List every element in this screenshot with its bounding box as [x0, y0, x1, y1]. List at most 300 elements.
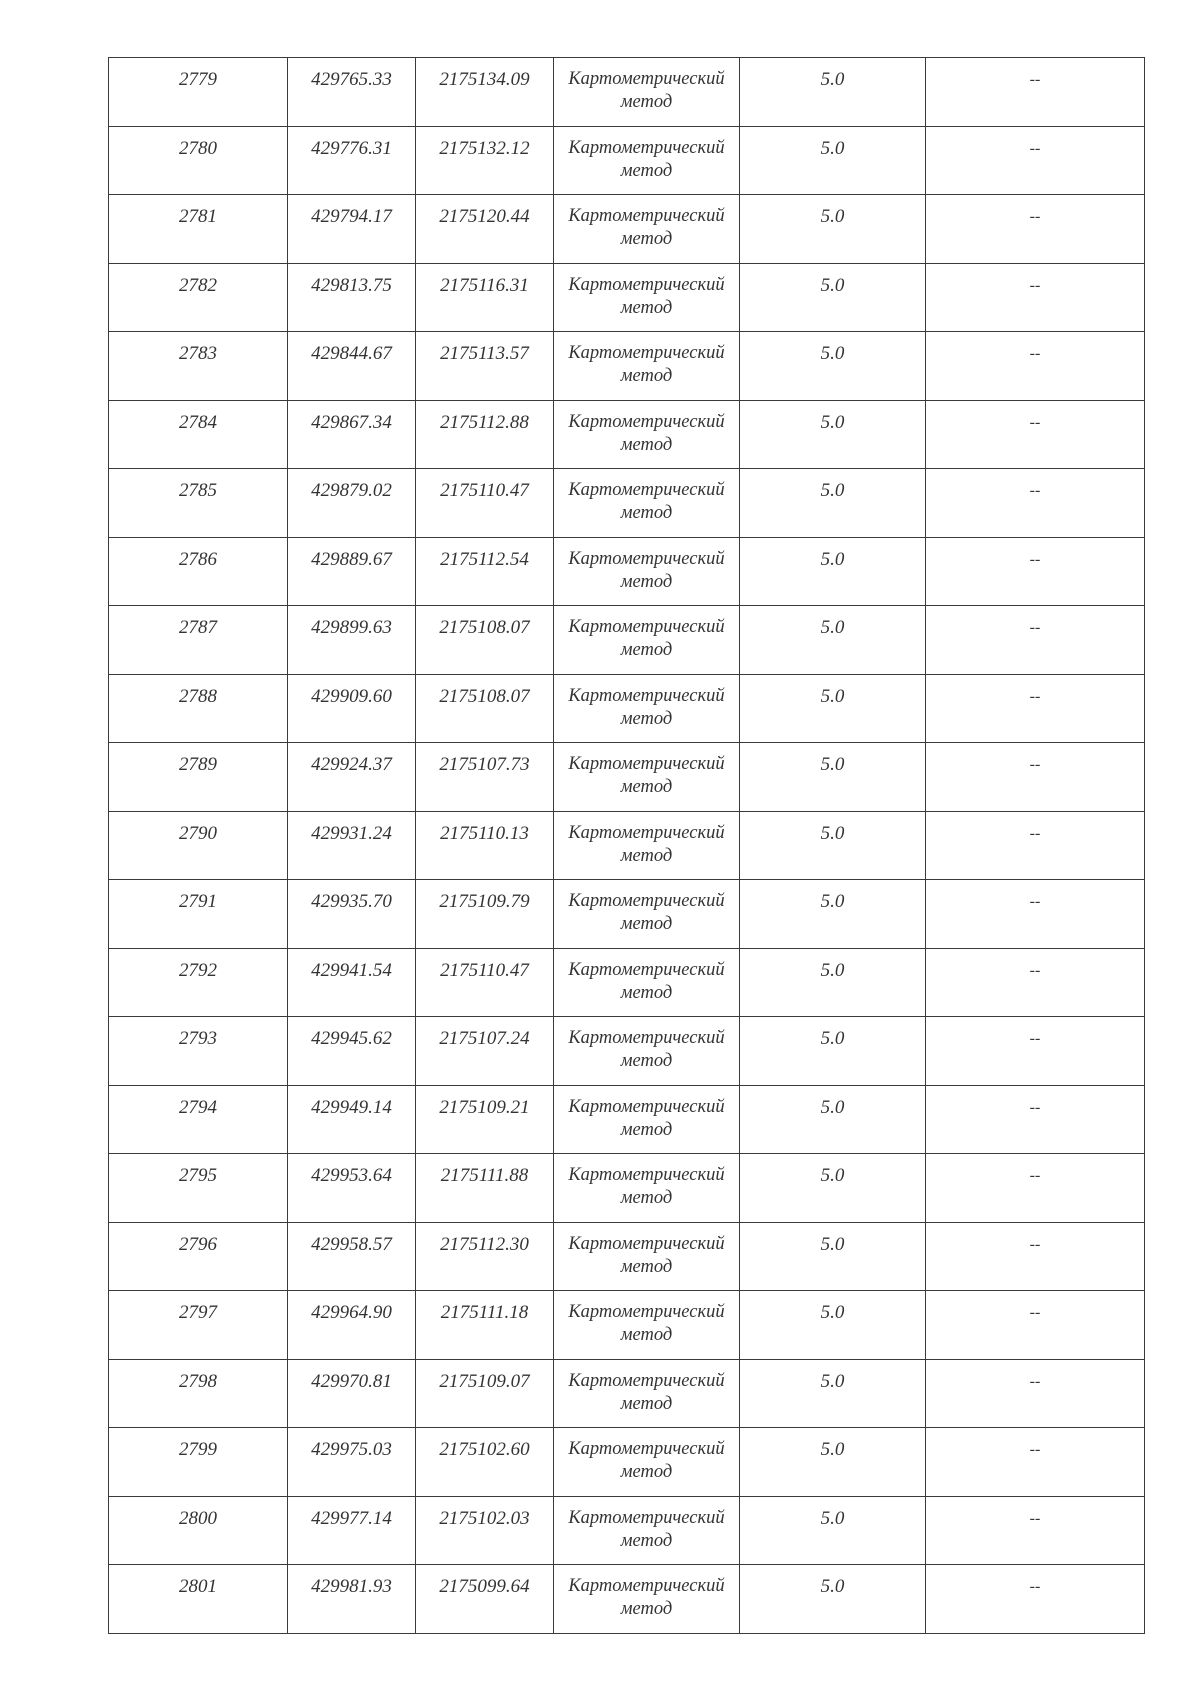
point-number-cell	[109, 195, 288, 264]
table-row	[109, 195, 1145, 264]
x-coordinate: 429776.31	[311, 137, 392, 159]
point-number-cell	[109, 880, 288, 949]
method-text: Картометрический метод	[568, 1028, 725, 1071]
y-coordinate: 2175113.57	[440, 343, 529, 364]
x-coordinate: 429975.03	[311, 1439, 392, 1460]
note-text: --	[1029, 961, 1041, 979]
note-cell	[926, 811, 1145, 880]
note-text: --	[1029, 1304, 1041, 1321]
method-cell	[554, 880, 740, 949]
point-number-cell	[109, 743, 288, 812]
point-number-cell	[109, 1222, 288, 1291]
y-coordinate: 2175134.09	[439, 69, 530, 90]
method-text: Картометрический метод	[568, 1439, 725, 1482]
y-coordinate: 2175112.54	[440, 548, 529, 570]
point-number-cell	[109, 1428, 288, 1497]
note-cell	[926, 126, 1145, 195]
method-cell	[554, 606, 740, 675]
table-row	[109, 948, 1145, 1017]
x-coordinate: 429977.14	[311, 1507, 392, 1529]
table-row	[109, 58, 1145, 127]
accuracy-value: 5.0	[820, 1576, 845, 1597]
x-coordinate-cell	[288, 1428, 416, 1497]
point-number: 2784	[179, 411, 217, 433]
point-number: 2789	[179, 754, 217, 775]
y-coordinate: 2175102.60	[439, 1439, 530, 1460]
y-coordinate-cell	[416, 606, 554, 675]
point-number-cell	[109, 1565, 288, 1634]
note-cell	[926, 880, 1145, 949]
accuracy-cell	[740, 811, 926, 880]
method-cell	[554, 1496, 740, 1565]
method-cell	[554, 743, 740, 812]
accuracy-value: 5.0	[820, 274, 845, 296]
point-number: 2785	[179, 480, 217, 501]
note-cell	[926, 1496, 1145, 1565]
accuracy-cell	[740, 1428, 926, 1497]
method-cell	[554, 1359, 740, 1428]
point-number-cell	[109, 1359, 288, 1428]
note-text: --	[1029, 619, 1041, 636]
method-text: Картометрический метод	[568, 137, 725, 181]
method-text: Картометрический метод	[568, 274, 725, 318]
point-number-cell	[109, 58, 288, 127]
accuracy-cell	[740, 743, 926, 812]
y-coordinate-cell	[416, 1565, 554, 1634]
y-coordinate-cell	[416, 400, 554, 469]
x-coordinate-cell	[288, 1085, 416, 1154]
y-coordinate-cell	[416, 674, 554, 743]
accuracy-cell	[740, 1496, 926, 1565]
method-text: Картометрический метод	[568, 1233, 725, 1277]
accuracy-cell	[740, 195, 926, 264]
accuracy-cell	[740, 674, 926, 743]
method-cell	[554, 195, 740, 264]
point-number: 2792	[179, 959, 217, 981]
x-coordinate-cell	[288, 1359, 416, 1428]
method-text: Картометрический метод	[568, 480, 725, 523]
point-number: 2786	[179, 548, 217, 570]
x-coordinate: 429964.90	[311, 1302, 392, 1323]
table-row	[109, 469, 1145, 538]
point-number-cell	[109, 400, 288, 469]
point-number: 2796	[179, 1233, 217, 1255]
y-coordinate-cell	[416, 1359, 554, 1428]
note-cell	[926, 332, 1145, 401]
note-cell	[926, 469, 1145, 538]
y-coordinate-cell	[416, 126, 554, 195]
point-number: 2795	[179, 1165, 217, 1186]
y-coordinate-cell	[416, 537, 554, 606]
method-text: Картометрический метод	[568, 1302, 725, 1345]
accuracy-value: 5.0	[820, 1233, 845, 1255]
accuracy-cell	[740, 948, 926, 1017]
note-cell	[926, 948, 1145, 1017]
point-number-cell	[109, 1496, 288, 1565]
y-coordinate: 2175108.07	[439, 617, 530, 638]
y-coordinate-cell	[416, 469, 554, 538]
method-cell	[554, 948, 740, 1017]
note-cell	[926, 606, 1145, 675]
x-coordinate-cell	[288, 332, 416, 401]
method-text: Картометрический метод	[568, 1507, 725, 1551]
point-number-cell	[109, 469, 288, 538]
note-text: --	[1029, 482, 1041, 499]
y-coordinate-cell	[416, 1222, 554, 1291]
point-number: 2781	[179, 206, 217, 227]
y-coordinate-cell	[416, 1496, 554, 1565]
accuracy-cell	[740, 332, 926, 401]
table-row	[109, 1222, 1145, 1291]
x-coordinate: 429981.93	[311, 1576, 392, 1597]
method-cell	[554, 811, 740, 880]
x-coordinate: 429909.60	[311, 685, 392, 707]
method-cell	[554, 332, 740, 401]
table-row	[109, 811, 1145, 880]
coordinates-table	[108, 57, 1145, 1634]
method-cell	[554, 674, 740, 743]
point-number-cell	[109, 1085, 288, 1154]
method-text: Картометрический метод	[568, 822, 725, 866]
table-row	[109, 1496, 1145, 1565]
y-coordinate: 2175109.21	[439, 1096, 530, 1118]
point-number: 2782	[179, 274, 217, 296]
accuracy-value: 5.0	[820, 343, 845, 364]
note-cell	[926, 1017, 1145, 1086]
table-row	[109, 1291, 1145, 1360]
note-cell	[926, 743, 1145, 812]
y-coordinate: 2175109.79	[439, 891, 530, 912]
note-text: --	[1029, 1509, 1041, 1527]
accuracy-cell	[740, 126, 926, 195]
table-row	[109, 743, 1145, 812]
method-cell	[554, 1291, 740, 1360]
accuracy-cell	[740, 263, 926, 332]
x-coordinate: 429889.67	[311, 548, 392, 570]
accuracy-cell	[740, 1359, 926, 1428]
accuracy-value: 5.0	[820, 685, 845, 707]
y-coordinate-cell	[416, 58, 554, 127]
point-number-cell	[109, 263, 288, 332]
method-cell	[554, 1565, 740, 1634]
accuracy-cell	[740, 1154, 926, 1223]
y-coordinate: 2175112.30	[440, 1233, 529, 1255]
point-number-cell	[109, 948, 288, 1017]
table-row	[109, 1565, 1145, 1634]
x-coordinate-cell	[288, 126, 416, 195]
table-row	[109, 263, 1145, 332]
y-coordinate: 2175111.18	[440, 1302, 529, 1323]
table-row	[109, 674, 1145, 743]
accuracy-cell	[740, 1565, 926, 1634]
method-cell	[554, 537, 740, 606]
point-number: 2799	[179, 1439, 217, 1460]
point-number: 2783	[179, 343, 217, 364]
point-number-cell	[109, 674, 288, 743]
accuracy-value: 5.0	[820, 617, 845, 638]
y-coordinate: 2175107.73	[439, 754, 530, 775]
x-coordinate-cell	[288, 537, 416, 606]
table-row	[109, 400, 1145, 469]
y-coordinate: 2175108.07	[439, 685, 530, 707]
method-text: Картометрический метод	[568, 1165, 725, 1208]
x-coordinate: 429924.37	[311, 754, 392, 775]
method-cell	[554, 400, 740, 469]
point-number-cell	[109, 606, 288, 675]
method-text: Картометрический метод	[568, 959, 725, 1003]
x-coordinate-cell	[288, 1565, 416, 1634]
accuracy-cell	[740, 537, 926, 606]
accuracy-cell	[740, 1017, 926, 1086]
note-text: --	[1029, 1030, 1041, 1047]
coordinates-table-body	[109, 58, 1145, 1634]
method-cell	[554, 1154, 740, 1223]
table-row	[109, 537, 1145, 606]
accuracy-cell	[740, 606, 926, 675]
note-cell	[926, 263, 1145, 332]
accuracy-value: 5.0	[820, 1165, 845, 1186]
y-coordinate-cell	[416, 1428, 554, 1497]
point-number-cell	[109, 1017, 288, 1086]
point-number: 2779	[179, 69, 217, 90]
point-number-cell	[109, 811, 288, 880]
note-text: --	[1029, 71, 1041, 88]
method-cell	[554, 1085, 740, 1154]
table-row	[109, 1428, 1145, 1497]
point-number: 2790	[179, 822, 217, 844]
accuracy-value: 5.0	[820, 959, 845, 981]
y-coordinate: 2175132.12	[439, 137, 530, 159]
method-cell	[554, 469, 740, 538]
x-coordinate-cell	[288, 1154, 416, 1223]
x-coordinate: 429899.63	[311, 617, 392, 638]
note-text: --	[1029, 1098, 1041, 1116]
method-text: Картометрический метод	[568, 754, 725, 797]
accuracy-cell	[740, 1291, 926, 1360]
accuracy-value: 5.0	[820, 1302, 845, 1323]
y-coordinate-cell	[416, 948, 554, 1017]
note-cell	[926, 1291, 1145, 1360]
x-coordinate: 429867.34	[311, 411, 392, 433]
method-text: Картометрический метод	[568, 343, 725, 386]
note-cell	[926, 1359, 1145, 1428]
note-cell	[926, 537, 1145, 606]
note-cell	[926, 674, 1145, 743]
x-coordinate-cell	[288, 263, 416, 332]
x-coordinate-cell	[288, 469, 416, 538]
note-cell	[926, 1085, 1145, 1154]
method-cell	[554, 58, 740, 127]
table-row	[109, 606, 1145, 675]
x-coordinate-cell	[288, 195, 416, 264]
point-number: 2793	[179, 1028, 217, 1049]
note-text: --	[1029, 208, 1041, 225]
x-coordinate: 429935.70	[311, 891, 392, 912]
x-coordinate: 429958.57	[311, 1233, 392, 1255]
note-text: --	[1029, 1441, 1041, 1458]
y-coordinate: 2175110.47	[440, 480, 529, 501]
note-text: --	[1029, 345, 1041, 362]
point-number: 2788	[179, 685, 217, 707]
x-coordinate-cell	[288, 58, 416, 127]
point-number: 2794	[179, 1096, 217, 1118]
method-cell	[554, 263, 740, 332]
x-coordinate: 429941.54	[311, 959, 392, 981]
note-text: --	[1029, 1578, 1041, 1595]
x-coordinate: 429794.17	[311, 206, 392, 227]
y-coordinate: 2175099.64	[439, 1576, 530, 1597]
point-number: 2797	[179, 1302, 217, 1323]
accuracy-value: 5.0	[820, 822, 845, 844]
x-coordinate: 429844.67	[311, 343, 392, 364]
x-coordinate: 429765.33	[311, 69, 392, 90]
method-cell	[554, 1222, 740, 1291]
accuracy-cell	[740, 469, 926, 538]
note-cell	[926, 1222, 1145, 1291]
method-text: Картометрический метод	[568, 411, 725, 455]
accuracy-value: 5.0	[820, 480, 845, 501]
point-number: 2791	[179, 891, 217, 912]
note-text: --	[1029, 276, 1041, 294]
accuracy-value: 5.0	[820, 411, 845, 433]
y-coordinate-cell	[416, 880, 554, 949]
table-row	[109, 1017, 1145, 1086]
accuracy-cell	[740, 58, 926, 127]
table-row	[109, 1085, 1145, 1154]
point-number-cell	[109, 1154, 288, 1223]
y-coordinate: 2175110.47	[440, 959, 529, 981]
y-coordinate-cell	[416, 332, 554, 401]
x-coordinate-cell	[288, 606, 416, 675]
x-coordinate-cell	[288, 1017, 416, 1086]
accuracy-value: 5.0	[820, 1370, 845, 1392]
accuracy-cell	[740, 880, 926, 949]
x-coordinate-cell	[288, 1291, 416, 1360]
x-coordinate: 429970.81	[311, 1370, 392, 1392]
note-text: --	[1029, 1372, 1041, 1390]
y-coordinate-cell	[416, 811, 554, 880]
table-row	[109, 880, 1145, 949]
note-text: --	[1029, 550, 1041, 568]
note-cell	[926, 58, 1145, 127]
x-coordinate-cell	[288, 948, 416, 1017]
method-cell	[554, 126, 740, 195]
point-number: 2801	[179, 1576, 217, 1597]
method-text: Картометрический метод	[568, 206, 725, 249]
x-coordinate: 429931.24	[311, 822, 392, 844]
y-coordinate: 2175120.44	[439, 206, 530, 227]
y-coordinate-cell	[416, 1017, 554, 1086]
note-text: --	[1029, 413, 1041, 431]
accuracy-value: 5.0	[820, 206, 845, 227]
note-cell	[926, 195, 1145, 264]
method-text: Картометрический метод	[568, 1370, 725, 1414]
method-text: Картометрический метод	[568, 891, 725, 934]
accuracy-cell	[740, 1085, 926, 1154]
y-coordinate: 2175111.88	[440, 1165, 529, 1186]
y-coordinate: 2175109.07	[439, 1370, 530, 1392]
table-row	[109, 126, 1145, 195]
y-coordinate: 2175102.03	[439, 1507, 530, 1529]
x-coordinate-cell	[288, 743, 416, 812]
note-text: --	[1029, 1235, 1041, 1253]
note-text: --	[1029, 824, 1041, 842]
point-number-cell	[109, 1291, 288, 1360]
x-coordinate-cell	[288, 1496, 416, 1565]
x-coordinate: 429949.14	[311, 1096, 392, 1118]
y-coordinate-cell	[416, 1085, 554, 1154]
note-cell	[926, 400, 1145, 469]
accuracy-cell	[740, 1222, 926, 1291]
x-coordinate-cell	[288, 674, 416, 743]
accuracy-value: 5.0	[820, 137, 845, 159]
accuracy-cell	[740, 400, 926, 469]
x-coordinate-cell	[288, 880, 416, 949]
method-cell	[554, 1428, 740, 1497]
x-coordinate-cell	[288, 1222, 416, 1291]
accuracy-value: 5.0	[820, 1439, 845, 1460]
accuracy-value: 5.0	[820, 1028, 845, 1049]
accuracy-value: 5.0	[820, 69, 845, 90]
note-text: --	[1029, 756, 1041, 773]
x-coordinate: 429945.62	[311, 1028, 392, 1049]
note-cell	[926, 1154, 1145, 1223]
y-coordinate-cell	[416, 195, 554, 264]
y-coordinate: 2175107.24	[439, 1028, 530, 1049]
note-text: --	[1029, 139, 1041, 157]
note-cell	[926, 1428, 1145, 1497]
note-text: --	[1029, 1167, 1041, 1184]
y-coordinate: 2175110.13	[440, 822, 529, 844]
method-text: Картометрический метод	[568, 617, 725, 660]
x-coordinate: 429813.75	[311, 274, 392, 296]
point-number: 2780	[179, 137, 217, 159]
point-number: 2798	[179, 1370, 217, 1392]
x-coordinate: 429879.02	[311, 480, 392, 501]
point-number-cell	[109, 537, 288, 606]
accuracy-value: 5.0	[820, 891, 845, 912]
method-text: Картометрический метод	[568, 685, 725, 729]
y-coordinate-cell	[416, 1291, 554, 1360]
y-coordinate-cell	[416, 263, 554, 332]
x-coordinate: 429953.64	[311, 1165, 392, 1186]
accuracy-value: 5.0	[820, 1507, 845, 1529]
table-row	[109, 332, 1145, 401]
note-cell	[926, 1565, 1145, 1634]
table-row	[109, 1154, 1145, 1223]
point-number-cell	[109, 126, 288, 195]
method-cell	[554, 1017, 740, 1086]
accuracy-value: 5.0	[820, 1096, 845, 1118]
y-coordinate-cell	[416, 1154, 554, 1223]
y-coordinate: 2175112.88	[440, 411, 529, 433]
accuracy-value: 5.0	[820, 548, 845, 570]
method-text: Картометрический метод	[568, 548, 725, 592]
point-number: 2787	[179, 617, 217, 638]
accuracy-value: 5.0	[820, 754, 845, 775]
note-text: --	[1029, 687, 1041, 705]
x-coordinate-cell	[288, 811, 416, 880]
method-text: Картометрический метод	[568, 1096, 725, 1140]
point-number-cell	[109, 332, 288, 401]
method-text: Картометрический метод	[568, 1576, 725, 1619]
x-coordinate-cell	[288, 400, 416, 469]
y-coordinate: 2175116.31	[440, 274, 529, 296]
y-coordinate-cell	[416, 743, 554, 812]
table-row	[109, 1359, 1145, 1428]
note-text: --	[1029, 893, 1041, 910]
method-text: Картометрический метод	[568, 69, 725, 112]
